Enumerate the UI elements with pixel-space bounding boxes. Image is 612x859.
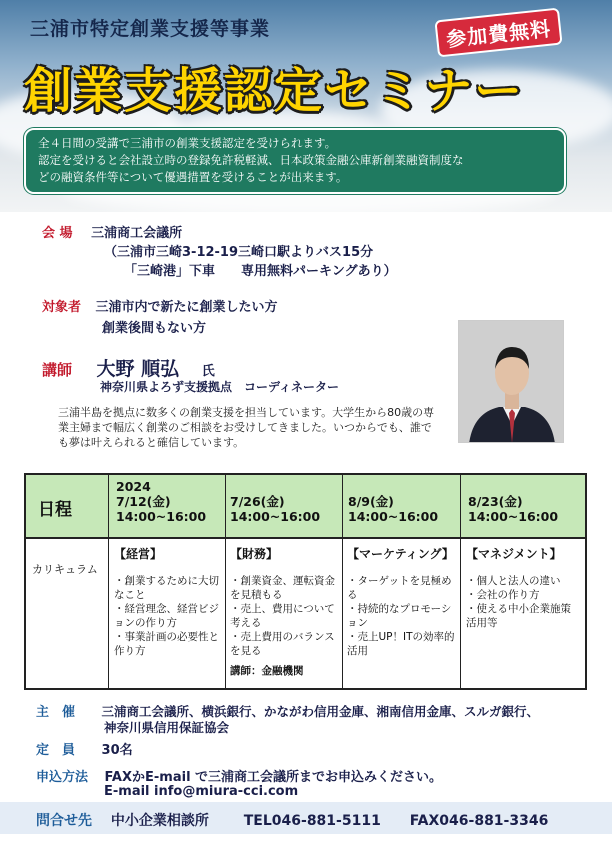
session-2-curriculum — [230, 545, 338, 678]
session-3-item: ・ターゲットを見極める — [347, 575, 452, 601]
capacity-value: 30名 — [101, 743, 133, 758]
session-1-item: ・事業計画の必要性と作り方 — [114, 631, 219, 657]
capacity-label: 定 員 — [36, 743, 76, 758]
lecturer-honorific: 氏 — [201, 364, 215, 379]
contact-office: 中小企業相談所 — [110, 813, 209, 829]
lecturer-name: 大野 順弘 — [96, 358, 180, 380]
session-1-date: 7/12(金) — [116, 494, 171, 509]
session-2-item: ・創業資金、運転資金を見積もる — [230, 575, 335, 601]
header-banner — [0, 0, 612, 212]
venue-row — [42, 222, 182, 241]
apply-email: E-mail info@miura-cci.com — [104, 784, 299, 799]
contact-row — [36, 810, 548, 830]
target-line1: 三浦市内で新たに創業したい方 — [95, 300, 278, 315]
lecturer-description: 三浦半島を拠点に数多くの創業支援を担当しています。大学生から80歳の専業主婦まで幅広く創業のご相談をお受けしてきました。いつからでも、誰でも夢は叶えられると確信しています。 — [58, 406, 435, 449]
session-4-item: ・使える中小企業施策活用等 — [466, 603, 571, 629]
session-date — [468, 494, 558, 524]
apply-label: 申込方法 — [36, 770, 89, 785]
venue-access: 「三崎港」下車 専用無料パーキングあり） — [124, 264, 397, 279]
session-3-item: ・売上UP！ITの効率的活用 — [347, 631, 455, 657]
intro-line: 認定を受けると会社設立時の登録免許税軽減、日本政策金融公庫新創業融資制度な — [38, 153, 464, 167]
session-date — [116, 479, 206, 524]
session-date — [348, 494, 438, 524]
venue-name: 三浦商工会議所 — [91, 226, 183, 241]
venue-address: （三浦市三崎3-12-19三崎口駅よりバス15分 — [104, 245, 374, 260]
session-2-time: 14:00~16:00 — [230, 509, 321, 524]
intro-line: 全４日間の受講で三浦市の創業支援認定を受けられます。 — [38, 136, 337, 150]
session-1-item: ・経営理念、経営ビジョンの作り方 — [114, 603, 219, 629]
session-3-curriculum — [347, 545, 457, 658]
session-4-item: ・会社の作り方 — [466, 589, 540, 601]
apply-line1: FAXかE-mail で三浦商工会議所までお申込みください。 — [104, 770, 443, 785]
target-line2: 創業後間もない方 — [102, 321, 207, 336]
session-4-curriculum — [466, 545, 580, 630]
session-1-time: 14:00~16:00 — [116, 509, 207, 524]
session-4-item: ・個人と法人の違い — [466, 575, 561, 587]
intro-line: どの融資条件等について優遇措置を受けることが出来ます。 — [38, 170, 348, 184]
intro-box — [24, 128, 566, 194]
lecturer-row — [42, 354, 215, 381]
organizers-label: 主 催 — [36, 705, 76, 720]
organizers-line2: 神奈川県信用保証協会 — [104, 720, 230, 735]
session-1-category: 【経営】 — [114, 547, 163, 561]
venue-label: 会 場 — [42, 226, 73, 241]
session-1-item: ・創業するために大切なこと — [114, 575, 219, 601]
session-4-category: 【マネジメント】 — [466, 547, 562, 561]
free-badge: 参加費無料 — [434, 8, 562, 58]
session-1-curriculum — [114, 545, 222, 658]
contact-fax: FAX046-881-3346 — [409, 813, 549, 829]
lecturer-label: 講師 — [42, 361, 73, 379]
session-4-time: 14:00~16:00 — [468, 509, 559, 524]
schedule-table — [24, 473, 587, 690]
lecturer-photo — [458, 320, 564, 443]
session-3-item: ・持続的なプロモーション — [347, 603, 452, 629]
organizers-line1: 三浦商工会議所、横浜銀行、かながわ信用金庫、湘南信用金庫、スルガ銀行、 — [101, 704, 540, 719]
target-label: 対象者 — [42, 300, 82, 315]
target-row — [42, 296, 278, 315]
session-2-date: 7/26(金) — [230, 494, 285, 509]
session-2-note: 講師：金融機関 — [230, 665, 304, 677]
contact-label: 問合せ先 — [36, 813, 92, 829]
capacity-row — [36, 739, 133, 758]
lecturer-title: 神奈川県よろず支援拠点 コーディネーター — [100, 380, 340, 394]
session-4-date: 8/23(金) — [468, 494, 523, 509]
session-2-item: ・売上費用のバランスを見る — [230, 631, 335, 657]
program-name: 三浦市特定創業支援等事業 — [30, 18, 271, 40]
session-2-category: 【財務】 — [230, 547, 279, 561]
contact-tel: TEL046-881-5111 — [243, 813, 381, 829]
apply-row — [36, 766, 442, 785]
curriculum-label: カリキュラム — [32, 563, 98, 576]
schedule-year: 2024 — [116, 479, 151, 494]
session-3-date: 8/9(金) — [348, 494, 394, 509]
session-date — [230, 494, 320, 524]
session-3-time: 14:00~16:00 — [348, 509, 439, 524]
seminar-title: 創業支援認定セミナー — [24, 63, 525, 119]
session-3-category: 【マーケティング】 — [347, 547, 454, 561]
schedule-label: 日程 — [38, 500, 72, 520]
session-2-item: ・売上、費用について考える — [230, 603, 335, 629]
